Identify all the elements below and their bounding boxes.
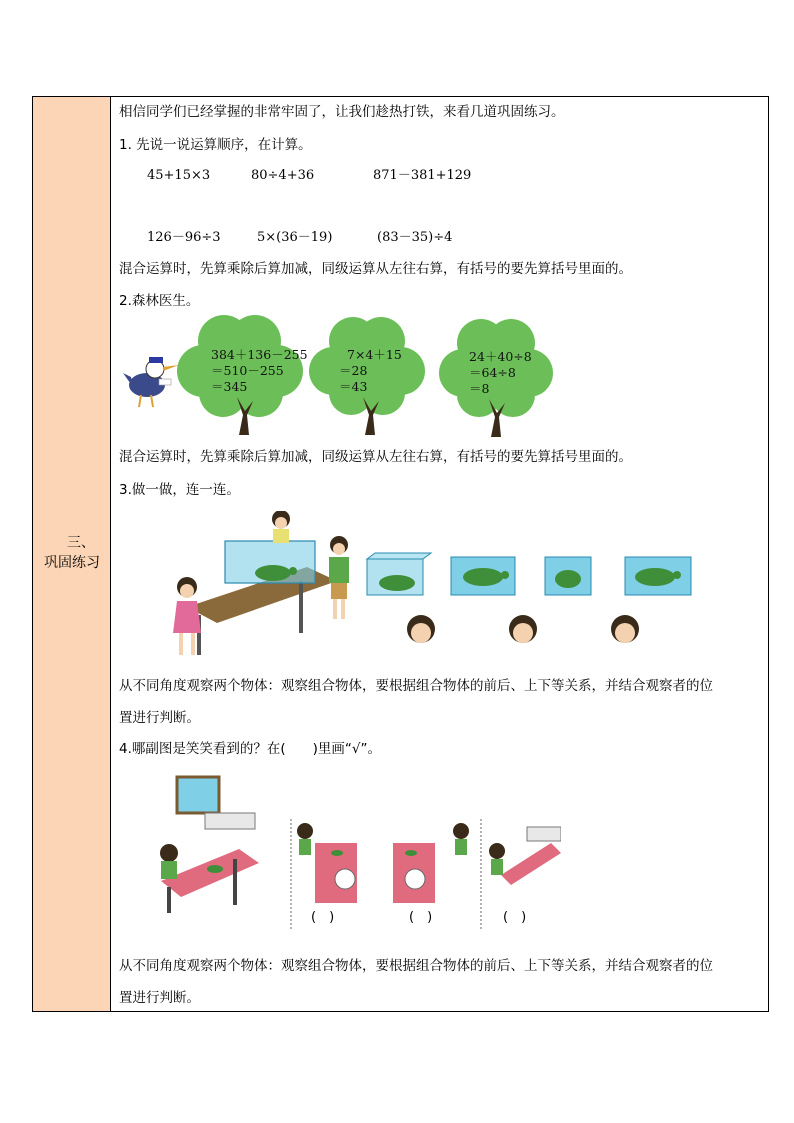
q3-note-line-1: 从不同角度观察两个物体：观察组合物体，要根据组合物体的前后、上下等关系，并结合观察者的位 [119,678,713,694]
blank-1[interactable]: ( ) [311,910,335,925]
tree-2-line-1: 7×4＋15 [347,347,402,362]
tree-1-line-1: 384＋136－255 [211,347,308,362]
view-choice-1 [297,823,357,903]
q1-expr-5: 5×(36－19) [257,230,333,245]
q1-expr-1: 45+15×3 [147,168,211,183]
view-option-2 [451,557,515,595]
which-view-figure [131,769,561,935]
tree-2-line-2: ＝28 [339,363,368,378]
blank-2[interactable]: ( ) [409,910,433,925]
q1-expr-6: (83－35)÷4 [377,230,453,245]
tree-2 [309,317,425,435]
face-girl-2-icon [611,615,639,643]
blank-3[interactable]: ( ) [503,910,527,925]
tree-3 [439,319,553,437]
face-boy-icon [509,615,537,643]
q3-title: 3.做一做，连一连。 [119,482,240,498]
view-option-3 [545,557,591,595]
q4-note-line-2: 置进行判断。 [119,990,200,1006]
tree-3-line-2: ＝64÷8 [469,365,516,380]
girl-left-icon [173,577,201,655]
tree-1-line-3: ＝345 [211,379,248,394]
tree-1-line-2: ＝510－255 [211,363,284,378]
section-label [33,533,111,573]
content-cell [111,97,768,1011]
boy-right-icon [329,536,349,619]
face-girl-1-icon [407,615,435,643]
lesson-table [32,96,769,1012]
tree-3-line-1: 24＋40÷8 [469,349,532,364]
observe-turtle-figure [141,511,701,667]
q2-title: 2.森林医生。 [119,293,200,309]
q1-expr-2: 80÷4+36 [251,168,315,183]
intro-text: 相信同学们已经掌握的非常牢固了，让我们趁热打铁，来看几道巩固练习。 [119,104,565,120]
scene-original [160,777,259,913]
section-number: 三、 [67,535,95,551]
view-option-4 [625,557,691,595]
table-with-tank [187,541,337,655]
section-cell [33,97,111,1011]
view-option-1 [367,553,431,595]
tree-2-line-3: ＝43 [339,379,368,394]
view-choice-3 [489,827,561,885]
q1-expr-3: 871－381+129 [373,168,472,183]
tree-3-line-3: ＝8 [469,381,490,396]
tree-1 [177,315,308,435]
q4-note-line-1: 从不同角度观察两个物体：观察组合物体，要根据组合物体的前后、上下等关系，并结合观察者的位 [119,958,713,974]
forest-doctor-figure [119,315,559,443]
q1-note: 混合运算时，先算乘除后算加减，同级运算从左往右算，有括号的要先算括号里面的。 [119,261,632,277]
q2-note: 混合运算时，先算乘除后算加减，同级运算从左往右算，有括号的要先算括号里面的。 [119,449,632,465]
q3-note-line-2: 置进行判断。 [119,710,200,726]
q1-title: 1. 先说一说运算顺序，在计算。 [119,137,312,153]
view-choice-2 [393,823,469,903]
q4-title: 4.哪副图是笑笑看到的？在( )里画“√”。 [119,741,382,757]
q1-expr-4: 126－96÷3 [147,230,221,245]
section-title: 巩固练习 [44,555,100,571]
girl-top-icon [272,511,290,543]
woodpecker-icon [123,357,179,407]
